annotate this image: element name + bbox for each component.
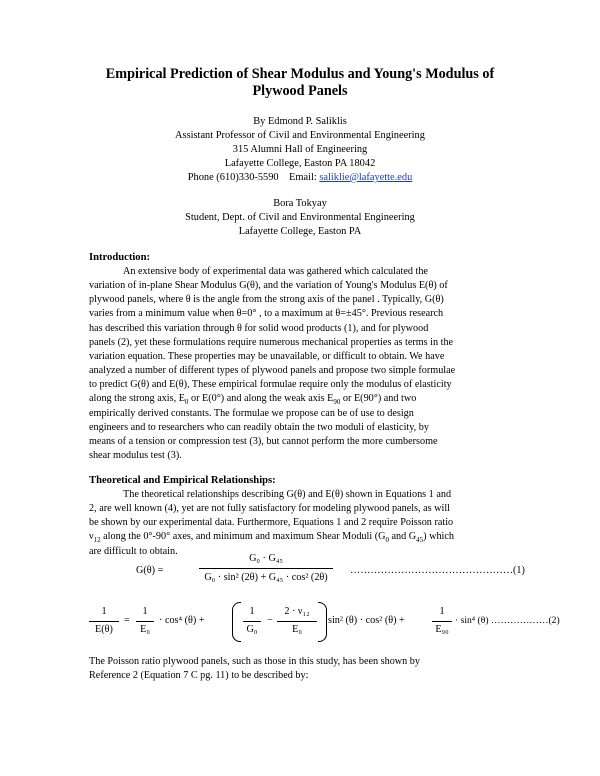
eq2-t3-num: 1 (439, 606, 445, 617)
intro-line: plywood panels, where θ is the angle from the strong axis of the panel . Typically, G(θ) (89, 294, 444, 306)
author-2-position: Student, Dept. of Civil and Environmental Engineering (185, 212, 415, 223)
eq2-t1-tail: · cos⁴ (θ) + (159, 615, 205, 626)
author-2-name: Bora Tokyay (273, 198, 327, 209)
intro-line: engineers and to researchers who can readily obtain the two moduli of elasticity, by (89, 421, 429, 433)
eq1-number: …………………………………………(1) (350, 565, 525, 576)
eq2-t3-bar (432, 621, 452, 622)
author-1-address-2: Lafayette College, Easton PA 18042 (224, 158, 376, 169)
intro-line: An extensive body of experimental data was gathered which calculated the (123, 266, 428, 277)
author-1-address-1: 315 Alumni Hall of Engineering (232, 144, 368, 155)
closing-paragraph (89, 655, 519, 683)
closing-line: Reference 2 (Equation 7 C pg. 11) to be described by: (89, 670, 309, 682)
theory-heading: Theoretical and Empirical Relationships: (89, 475, 276, 486)
intro-line: empirically derived constants. The formulae we propose can be of use to design (89, 407, 414, 419)
author-1-contact (60, 171, 540, 185)
author-block-1 (60, 115, 540, 185)
eq1-numerator: G₀ · G₄₅ (249, 553, 283, 564)
eq2-t2-num2: 2 · ν₁₂ (284, 606, 310, 617)
theory-line: 2, are well known (4), yet are not fully satisfactory for modeling plywood panels, as will (89, 503, 450, 515)
eq2-minus: − (267, 615, 273, 626)
theory-line: be shown by our experimental data. Furthermore, Equations 1 and 2 require Poisson ratio (89, 517, 454, 529)
theory-line: $\nu_{12}$ along the 0°-90° axes, and minimum and maximum Shear Moduli ($G_0$ and $G_{45}$) which (89, 531, 454, 545)
intro-line: varies from a minimum value when θ=0° , to a maximum at θ=±45°. Previous research (89, 308, 444, 320)
eq2-t2-den1: G₀ (246, 624, 258, 635)
paper-title (60, 66, 540, 100)
intro-line: variation equation. These properties may be unavailable, or difficult to obtain. We have (89, 350, 445, 362)
author-1-position: Assistant Professor of Civil and Environmental Engineering (175, 130, 425, 141)
eq2-t1-bar (136, 621, 154, 622)
eq2-t1-den: E₀ (140, 624, 150, 635)
eq2-t3-den: E₉₀ (435, 624, 449, 635)
title-line-2: Plywood Panels (252, 83, 348, 99)
author-1-name: By Edmond P. Saliklis (253, 116, 347, 127)
eq2-lhs-num: 1 (101, 606, 107, 617)
eq2-t2-bar1 (243, 621, 261, 622)
eq2-left-paren (232, 602, 241, 642)
eq2-equals: = (124, 615, 130, 626)
introduction-heading: Introduction: (89, 252, 151, 263)
intro-line: along the strong axis, $E_0$ or E(0°) and along the weak axis $E_{90}$ or E(90°) and two (89, 393, 417, 407)
title-line-1: Empirical Prediction of Shear Modulus and Young's Modulus of (105, 66, 495, 82)
eq2-t2-den2: E₀ (292, 624, 302, 635)
eq1-lhs: G(θ) = (136, 565, 164, 576)
eq2-t2-num1: 1 (249, 606, 255, 617)
author-2-address: Lafayette College, Easton PA (238, 226, 362, 237)
author-1-email-link[interactable]: saliklie@lafayette.edu (319, 172, 413, 183)
eq2-lhs-bar (89, 621, 119, 622)
author-block-2 (60, 197, 540, 239)
eq2-lhs-den: E(θ) (95, 624, 113, 635)
intro-line: shear modulus test (3). (89, 450, 182, 462)
theory-line: The theoretical relationships describing G(θ) and E(θ) shown in Equations 1 and (123, 489, 452, 500)
eq2-t3-tail: · sin⁴ (θ) ………………(2) (455, 615, 560, 626)
closing-line: The Poisson ratio plywood panels, such as those in this study, has been shown by (89, 656, 420, 667)
eq2-right-paren (318, 602, 327, 642)
eq2-t1-num: 1 (142, 606, 148, 617)
intro-line: means of a tension or compression test (3), but cannot perform the more cumbersome (89, 435, 438, 447)
introduction-paragraph (89, 265, 519, 463)
author-1-phone: Phone (610)330-5590 Email: (187, 172, 320, 183)
intro-line: panels (2), yet these formulations require numerous mechanical properties as terms in the (89, 336, 454, 348)
intro-line: variation of in-plane Shear Modulus G(θ), and the variation of Young's Modulus E(θ) of (89, 280, 448, 292)
eq2-t2-tail: sin² (θ) · cos² (θ) + (328, 615, 405, 626)
eq1-denominator: G₀ · sin² (2θ) + G₄₅ · cos² (2θ) (204, 572, 328, 583)
intro-line: to predict G(θ) and E(θ), These empirical formulae require only the modulus of elasticity (89, 379, 452, 391)
eq2-t2-bar2 (277, 621, 317, 622)
eq1-fraction-bar (199, 568, 333, 569)
intro-line: has described this variation through θ for solid wood products (1), and for plywood (89, 322, 429, 334)
intro-line: analyzed a number of different types of plywood panels and propose two simple formulae (89, 365, 456, 377)
theory-line: are difficult to obtain. (89, 545, 178, 557)
theory-paragraph (89, 488, 519, 559)
